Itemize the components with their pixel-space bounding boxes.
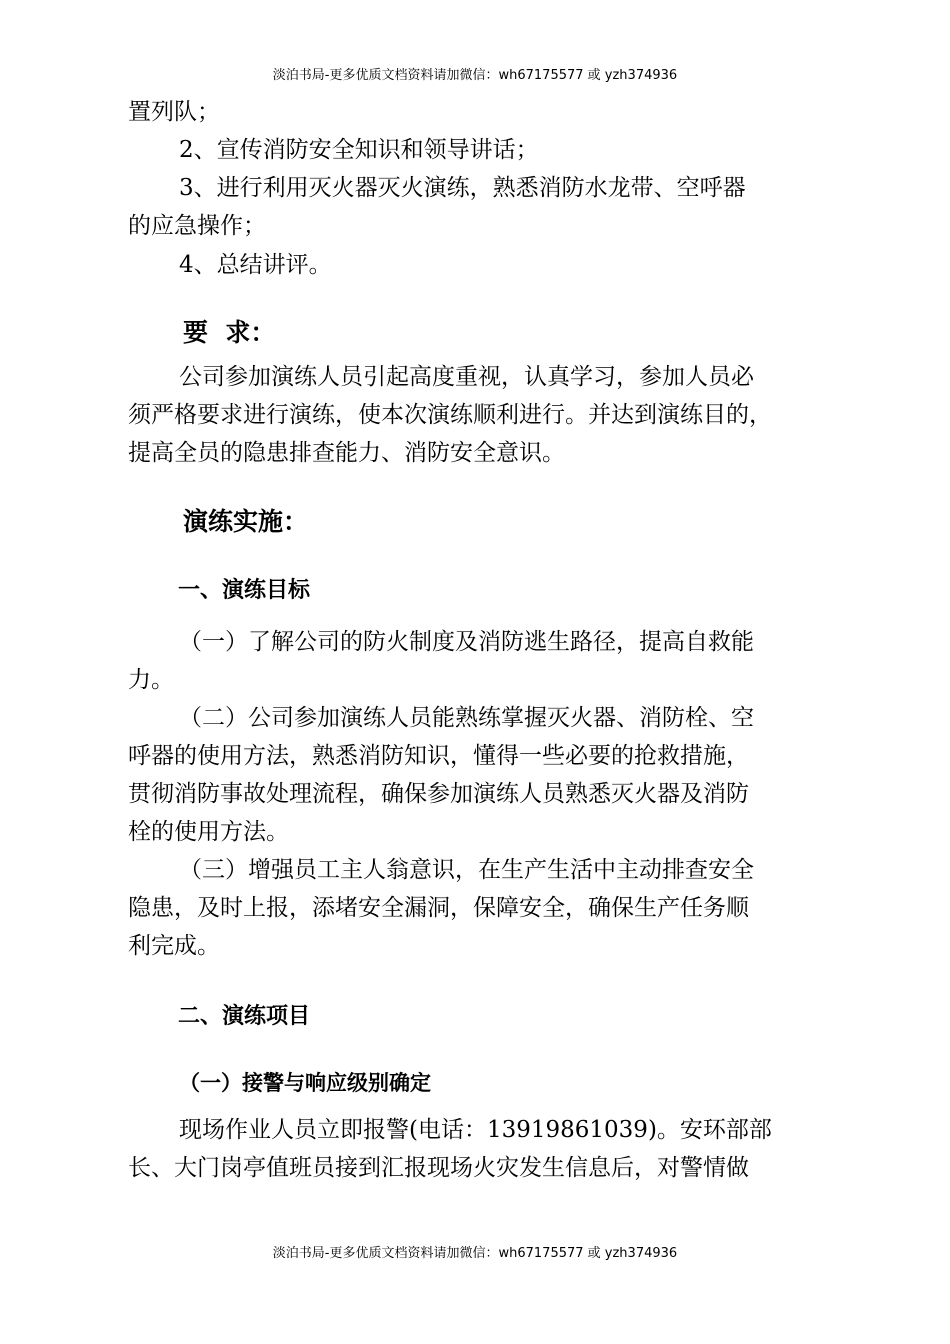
page-footer: 淡泊书局-更多优质文档资料请加微信：wh67175577 或 yzh374936 (272, 1246, 678, 1261)
section1-item3-line-1: （三）增强员工主人翁意识，在生产生活中主动排查安全 (179, 857, 754, 883)
section1-heading: 一、演练目标 (178, 578, 311, 603)
requirements-heading: 要 求： (183, 318, 276, 347)
section1-item1-line-2: 力。 (128, 667, 174, 693)
section1-item2-line-4: 栓的使用方法。 (128, 819, 289, 845)
page-header: 淡泊书局-更多优质文档资料请加微信：wh67175577 或 yzh374936 (272, 68, 678, 83)
section2-heading: 二、演练项目 (178, 1004, 311, 1029)
intro-line-4: 的应急操作； (128, 213, 266, 239)
section1-item2-line-1: （二）公司参加演练人员能熟练掌握灭火器、消防栓、空 (179, 705, 754, 731)
requirements-line-3: 提高全员的隐患排查能力、消防安全意识。 (128, 440, 565, 466)
section1-item3-line-3: 利完成。 (128, 933, 220, 959)
section2-line-2: 长、大门岗亭值班员接到汇报现场火灾发生信息后，对警情做 (128, 1155, 749, 1181)
section1-item2-line-3: 贯彻消防事故处理流程，确保参加演练人员熟悉灭火器及消防 (128, 781, 749, 807)
requirements-line-2: 须严格要求进行演练，使本次演练顺利进行。并达到演练目的， (128, 402, 772, 428)
section2-line-1: 现场作业人员立即报警(电话：13919861039)。安环部部 (179, 1117, 772, 1143)
intro-line-3: 3、进行利用灭火器灭火演练，熟悉消防水龙带、空呼器 (179, 175, 746, 201)
section2-subheading: （一）接警与响应级别确定 (179, 1071, 431, 1095)
implementation-heading: 演练实施： (183, 507, 309, 536)
requirements-line-1: 公司参加演练人员引起高度重视，认真学习，参加人员必 (179, 364, 754, 390)
section1-item3-line-2: 隐患，及时上报，添堵安全漏洞，保障安全，确保生产任务顺 (128, 895, 749, 921)
intro-line-1: 置列队； (128, 99, 220, 125)
section1-item2-line-2: 呼器的使用方法，熟悉消防知识，懂得一些必要的抢救措施， (128, 743, 749, 769)
section1-item1-line-1: （一）了解公司的防火制度及消防逃生路径，提高自救能 (179, 629, 754, 655)
intro-line-2: 2、宣传消防安全知识和领导讲话； (179, 137, 539, 163)
intro-line-5: 4、总结讲评。 (179, 252, 332, 278)
